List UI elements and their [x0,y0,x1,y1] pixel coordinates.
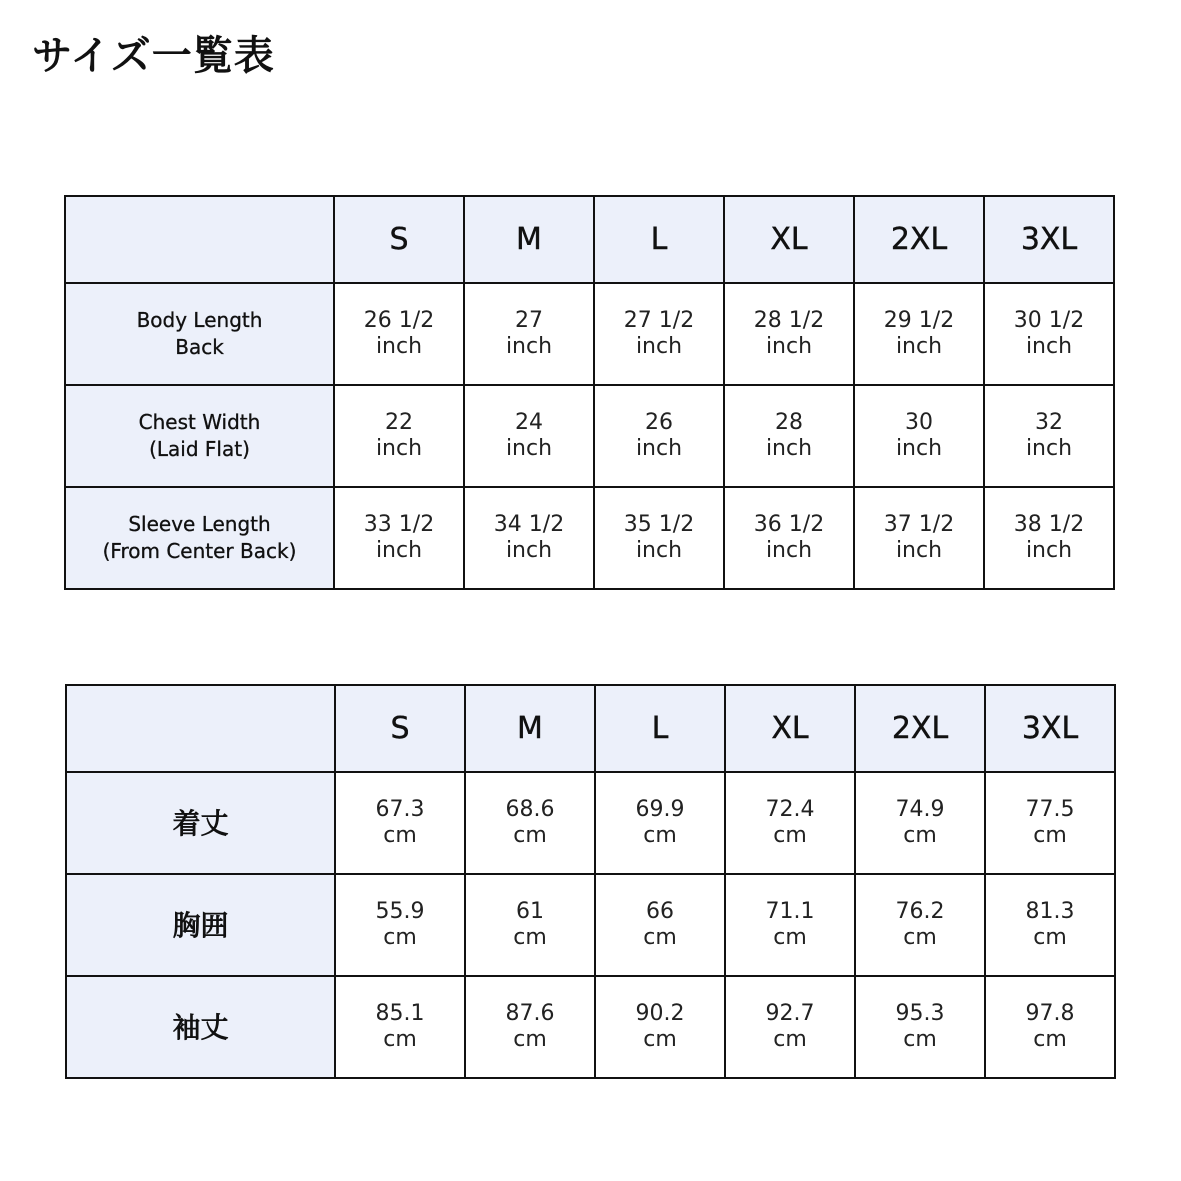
value-cell: 37 1/2 inch [854,487,984,589]
value-cell: 27 inch [464,283,594,385]
value-cell: 61 cm [465,874,595,976]
value-cell: 22 inch [334,385,464,487]
value-cell: 30 1/2 inch [984,283,1114,385]
size-header-l: L [595,685,725,772]
value-cell: 66 cm [595,874,725,976]
value-cell: 26 inch [594,385,724,487]
size-header-l: L [594,196,724,283]
value-cell: 67.3 cm [335,772,465,874]
value-cell: 90.2 cm [595,976,725,1078]
size-header-2xl: 2XL [854,196,984,283]
value-cell: 97.8 cm [985,976,1115,1078]
row-label: 袖丈 [66,976,335,1078]
value-cell: 28 1/2 inch [724,283,854,385]
value-cell: 87.6 cm [465,976,595,1078]
value-cell: 95.3 cm [855,976,985,1078]
size-header-xl: XL [725,685,855,772]
table-row-kitake [66,772,1115,874]
size-header-xl: XL [724,196,854,283]
value-cell: 32 inch [984,385,1114,487]
value-cell: 30 inch [854,385,984,487]
value-cell: 33 1/2 inch [334,487,464,589]
value-cell: 71.1 cm [725,874,855,976]
value-cell: 24 inch [464,385,594,487]
page-title: サイズ一覧表 [32,33,275,79]
size-header-m: M [465,685,595,772]
table-row-chest-width [65,385,1114,487]
value-cell: 85.1 cm [335,976,465,1078]
value-cell: 92.7 cm [725,976,855,1078]
header-row [66,685,1115,772]
row-label: Chest Width (Laid Flat) [65,385,334,487]
size-header-3xl: 3XL [984,196,1114,283]
size-header-s: S [334,196,464,283]
value-cell: 77.5 cm [985,772,1115,874]
value-cell: 36 1/2 inch [724,487,854,589]
value-cell: 27 1/2 inch [594,283,724,385]
table-row-body-length [65,283,1114,385]
size-table-cm [65,684,1116,1079]
value-cell: 76.2 cm [855,874,985,976]
size-header-m: M [464,196,594,283]
value-cell: 38 1/2 inch [984,487,1114,589]
size-header-s: S [335,685,465,772]
value-cell: 35 1/2 inch [594,487,724,589]
size-header-3xl: 3XL [985,685,1115,772]
value-cell: 29 1/2 inch [854,283,984,385]
value-cell: 69.9 cm [595,772,725,874]
table-row-kyoui [66,874,1115,976]
row-label: 着丈 [66,772,335,874]
table-row-sodetake [66,976,1115,1078]
corner-cell [65,196,334,283]
value-cell: 55.9 cm [335,874,465,976]
value-cell: 74.9 cm [855,772,985,874]
value-cell: 72.4 cm [725,772,855,874]
value-cell: 28 inch [724,385,854,487]
row-label: Sleeve Length (From Center Back) [65,487,334,589]
header-row [65,196,1114,283]
size-header-2xl: 2XL [855,685,985,772]
corner-cell [66,685,335,772]
row-label: Body Length Back [65,283,334,385]
value-cell: 81.3 cm [985,874,1115,976]
size-table-inch [64,195,1115,590]
value-cell: 26 1/2 inch [334,283,464,385]
row-label: 胸囲 [66,874,335,976]
value-cell: 34 1/2 inch [464,487,594,589]
table-row-sleeve-length [65,487,1114,589]
value-cell: 68.6 cm [465,772,595,874]
